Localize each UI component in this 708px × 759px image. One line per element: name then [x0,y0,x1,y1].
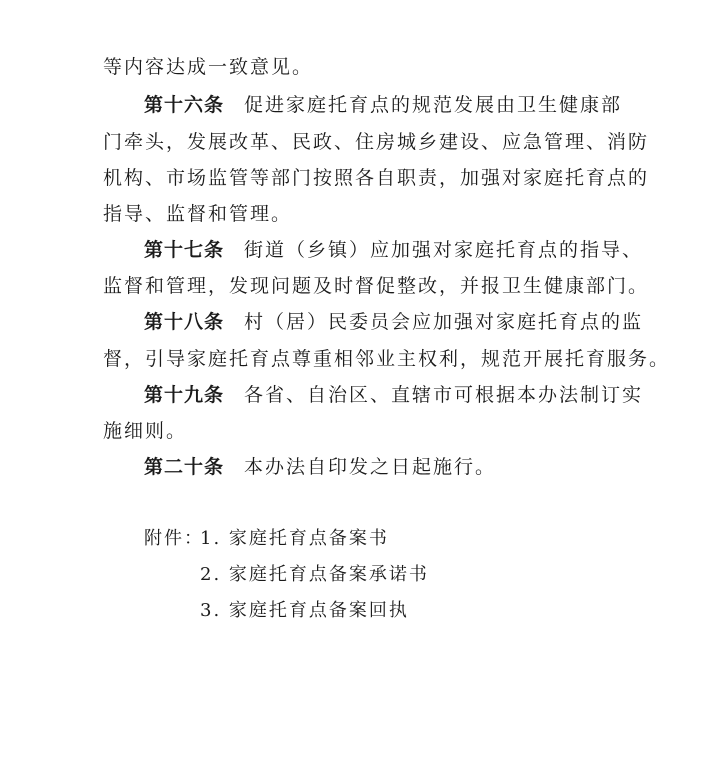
article-16-text: 促进家庭托育点的规范发展由卫生健康部 [244,94,623,116]
article-18-text: 村（居）民委员会应加强对家庭托育点的监 [244,311,644,333]
article-16-line-3: 机构、市场监管等部门按照各自职责，加强对家庭托育点的 [103,167,650,189]
article-18-first-line [144,310,643,334]
article-19-line-2: 施细则。 [103,420,188,442]
article-17-text: 街道（乡镇）应加强对家庭托育点的指导、 [244,239,644,261]
article-17-line-2: 监督和管理，发现问题及时督促整改，并报卫生健康部门。 [103,275,650,297]
attachments-prefix: 附件： [144,528,204,549]
article-17-first-line [144,238,643,262]
article-16-label: 第十六条 [144,94,225,116]
article-17-label: 第十七条 [144,239,225,261]
article-20-text: 本办法自印发之日起施行。 [244,456,497,478]
article-19-first-line [144,383,643,407]
article-16-line-4: 指导、监督和管理。 [103,203,293,225]
attachment-item-3: 3. 家庭托育点备案回执 [200,600,409,621]
article-16-line-2: 门牵头，发展改革、民政、住房城乡建设、应急管理、消防 [103,131,650,153]
article-20-first-line [144,455,496,479]
article-16-first-line [144,93,622,117]
attachment-item-1: 1. 家庭托育点备案书 [200,528,389,549]
article-18-line-2: 督，引导家庭托育点尊重相邻业主权利，规范开展托育服务。 [103,348,671,370]
article-20-label: 第二十条 [144,456,225,478]
attachment-item-2: 2. 家庭托育点备案承诺书 [200,564,429,585]
article-19-text: 各省、自治区、直辖市可根据本办法制订实 [244,384,644,406]
paragraph-15-tail: 等内容达成一致意见。 [103,56,314,78]
article-18-label: 第十八条 [144,311,225,333]
article-19-label: 第十九条 [144,384,225,406]
